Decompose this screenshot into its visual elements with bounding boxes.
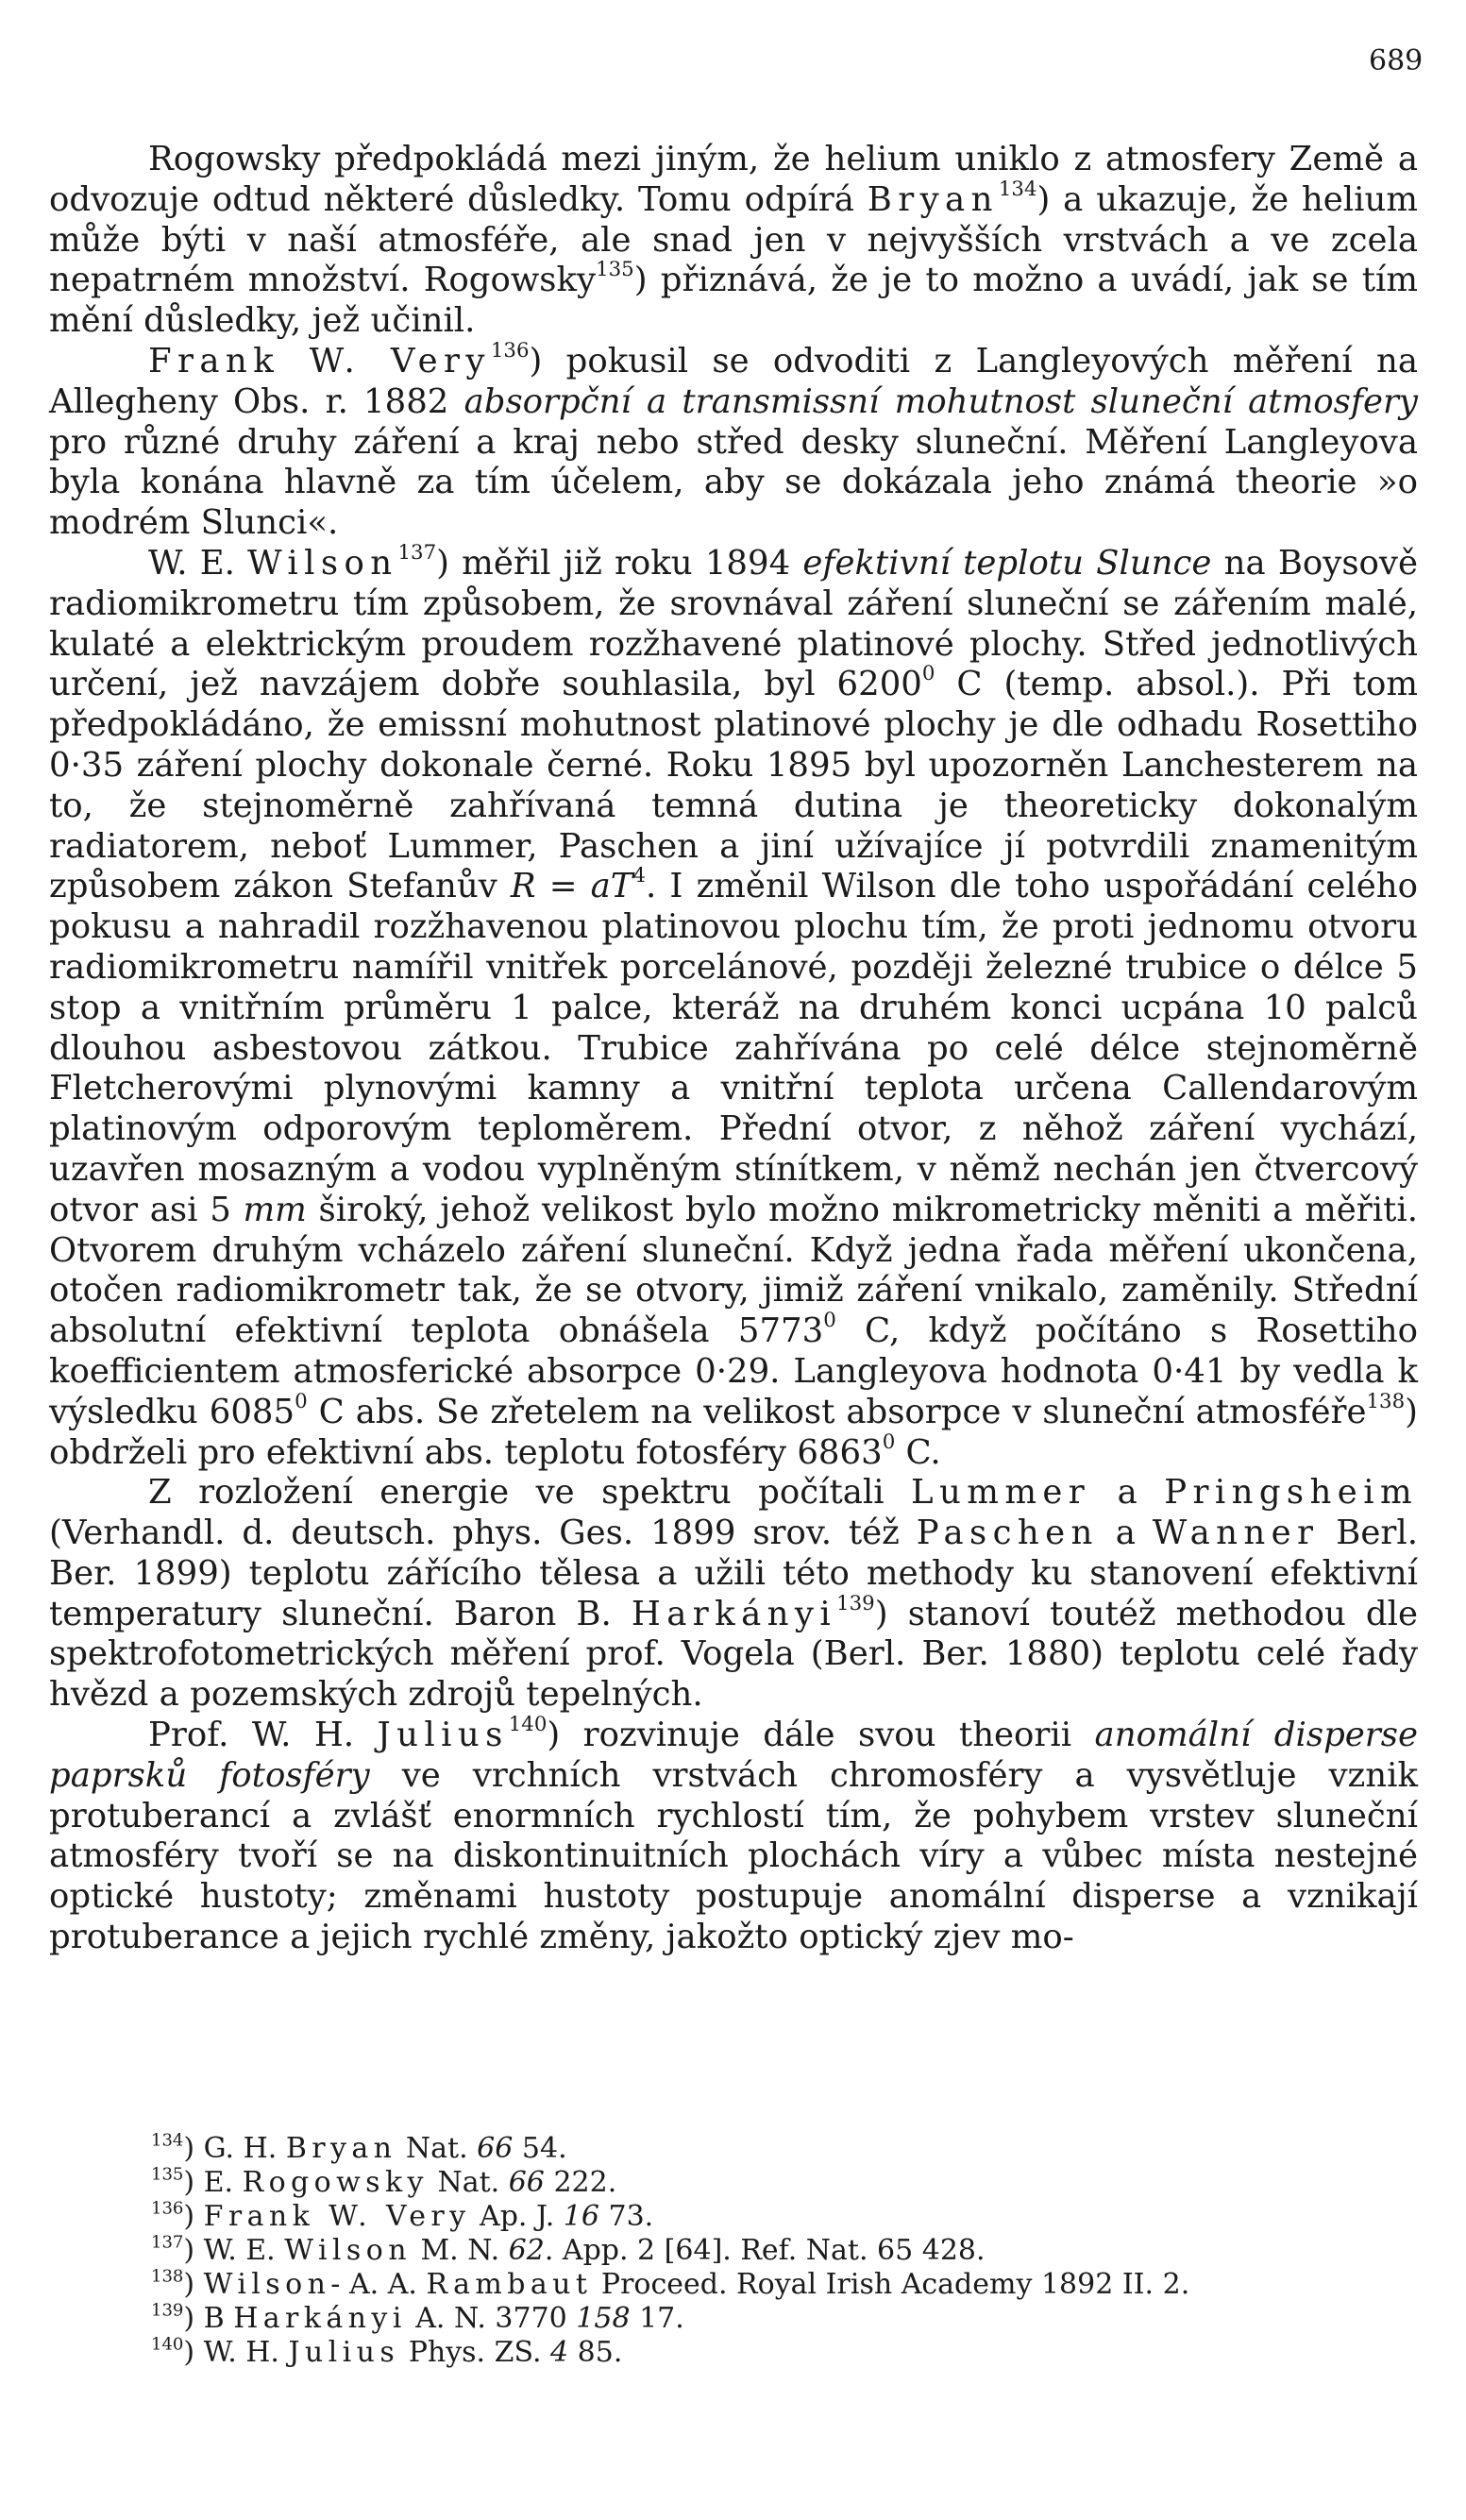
degree-mark: 0 [921,662,935,686]
emphasis-term: efektivní teplotu Slunce [802,543,1212,583]
footnote-ref: 137 [397,541,437,565]
author-name: Julius [377,1716,509,1755]
emphasis-term: anomální disperse paprsků fotosféry [49,1716,1419,1795]
footnotes [151,2132,1397,2370]
main-text [49,140,1418,1958]
footnote-140: $^{140}$) W. H. Julius Phys. ZS. 4 85. [151,2334,623,2369]
author-name: Wanner [1152,1514,1320,1553]
footnote-137: $^{137}$) W. E. Wilson M. N. 62. App. 2 [64]. Ref. Nat. 65 428. [151,2232,986,2267]
paragraph-lummer-pringsheim: Z rozložení energie ve spektru počítali Lummer a Pringsheim (Verhandl. d. deutsch. phys. Ges. 1899 srov. též Paschen a Wanner Berl. Ber. 1899) teplotu zářícího tělesa a užili této methody ku stanovení efektivní temperatury sluneční. Baron B. Harkányi$^{139}$) stanoví toutéž methodou dle spektrofotometrických měření prof. Vogela (Berl. Ber. 1880) teplotu celé řady hvězd a pozemských zdrojů tepelných. [49,1473,1419,1715]
formula-exponent: 4 [632,864,647,888]
paragraph-rogowsky-bryan: Rogowsky předpokládá mezi jiným, že helium uniklo z atmosfery Země a odvozuje odtud některé důsledky. Tomu odpírá Bryan$^{134}$) a ukazuje, že helium může býti v naší atmosféře, ale snad jen v nejvyšších vrstvách a ve zcela nepatrném množství. Rogowsky$^{135}$) přiznává, že je to možno a uvádí, jak se tím mění důsledky, jež učinil. [49,140,1418,341]
author-name: Bryan [867,179,999,219]
footnote-ref: 139 [836,1591,875,1615]
footnote-ref: 134 [998,177,1037,201]
paragraph-julius: Prof. W. H. Julius$^{140}$) rozvinuje dále svou theorii anomální disperse paprsků fotosféry ve vrchních vrstvách chromosféry a vysvětluje vznik protuberancí a zvlášť enormních rychlostí tím, že pohybem vrstev sluneční atmosféry tvoří se na diskontinuitních plochách víry a vůbec místa nestejné optické hustoty; změnami hustoty postupuje anomální disperse a vznikají protuberance a jejich rychlé změny, jakožto optický zjev mo- [49,1713,1419,1957]
footnote-138: $^{138}$) Wilson- A. A. Rambaut Proceed. Royal Irish Academy 1892 II. 2. [151,2266,1190,2301]
footnote-ref: 140 [508,1713,548,1737]
footnote-136: $^{136}$) Frank W. Very Ap. J. 16 73. [151,2198,654,2233]
footnote-ref: 135 [596,258,634,282]
author-name: Pringsheim [1164,1473,1418,1513]
author-name: Frank W. Very [148,341,491,381]
footnote-139: $^{139}$) B Harkányi A. N. 3770 158 17. [151,2300,684,2335]
paragraph-very: Frank W. Very$^{136}$) pokusil se odvoditi z Langleyových měření na Allegheny Obs. r. 1882 absorpční a transmissní mohutnost sluneční atmosfery pro různé druhy záření a kraj nebo střed desky sluneční. Měření Langleyova byla konána hlavně za tím účelem, aby se dokázala jeho známá theorie »o modrém Slunci«. [49,339,1419,543]
page-number: 689 [1369,44,1424,77]
degree-mark: 0 [882,1429,896,1454]
degree-mark: 0 [295,1389,308,1413]
footnote-135: $^{135}$) E. Rogowsky Nat. 66 222. [151,2164,617,2199]
footnote-134: $^{134}$) G. H. Bryan Nat. 66 54. [151,2130,567,2165]
author-name: Lummer [911,1473,1091,1513]
footnote-ref: 136 [490,339,530,364]
author-name: Wilson [247,543,398,583]
author-name: Harkányi [631,1594,837,1633]
footnote-ref: 138 [1366,1389,1406,1413]
paragraph-wilson: W. E. Wilson$^{137}$) měřil již roku 1894 efektivní teplotu Slunce na Boysově radiomikrometru tím způsobem, že srovnával záření sluneční se zářením malé, kulaté a elektrickým proudem rozžhavené platinové plochy. Střed jednotlivých určení, jež navzájem dobře souhlasila, byl 6200$^0$ C (temp. absol.). Při tom předpokládáno, že emissní mohutnost platinové plochy je dle odhadu Rosettiho 0·35 záření plochy dokonale černé. Roku 1895 byl upozorněn Lanchesterem na to, že stejnoměrně zahřívaná temná dutina je theoreticky dokonalým radiatorem, neboť Lummer, Paschen a jiní užívajíce jí potvrdili znamenitým způsobem zákon Stefanův $R = aT^4$. I změnil Wilson dle toho uspořádání celého pokusu a nahradil rozžhavenou platinovou plochu tím, že proti jednomu otvoru radiomikrometru namířil vnitřek porcelánové, později železné trubice o délce 5 stop a vnitřním průměru 1 palce, kteráž na druhém konci ucpána 10 palců dlouhou asbestovou zátkou. Trubice zahřívána po celé délce stejnoměrně Fletcherovými plynovými kamny a vnitřní teplota určena Callendarovým platinovým odporovým teploměrem. Přední otvor, z něhož záření vychází, uzavřen mosazným a vodou vyplněným stínítkem, v němž nechán jen čtvercový otvor asi 5 mm široký, jehož velikost bylo možno mikrometricky měniti a měřiti. Otvorem druhým vcházelo záření sluneční. Když jedna řada měření ukončena, otočen radiomikrometr tak, že se otvory, jimiž záření vnikalo, zaměnily. Střední absolutní efektivní teplota obnášela 5773$^0$ C, když počítáno s Rosettiho koefficientem atmosferické absorpce 0·29. Langleyova hodnota 0·41 by vedla k výsledku 6085$^0$ C abs. Se zřetelem na velikost absorpce v sluneční atmosféře$^{138}$) obdrželi pro efektivní abs. teplotu fotosféry 6863$^0$ C. [49,541,1419,1472]
author-name: Paschen [916,1514,1099,1553]
unit: mm [243,1190,307,1229]
degree-mark: 0 [823,1309,836,1333]
formula: R = aT [510,867,633,906]
emphasis-term: absorpční a transmissní mohutnost sluneční atmosfery [463,381,1418,421]
